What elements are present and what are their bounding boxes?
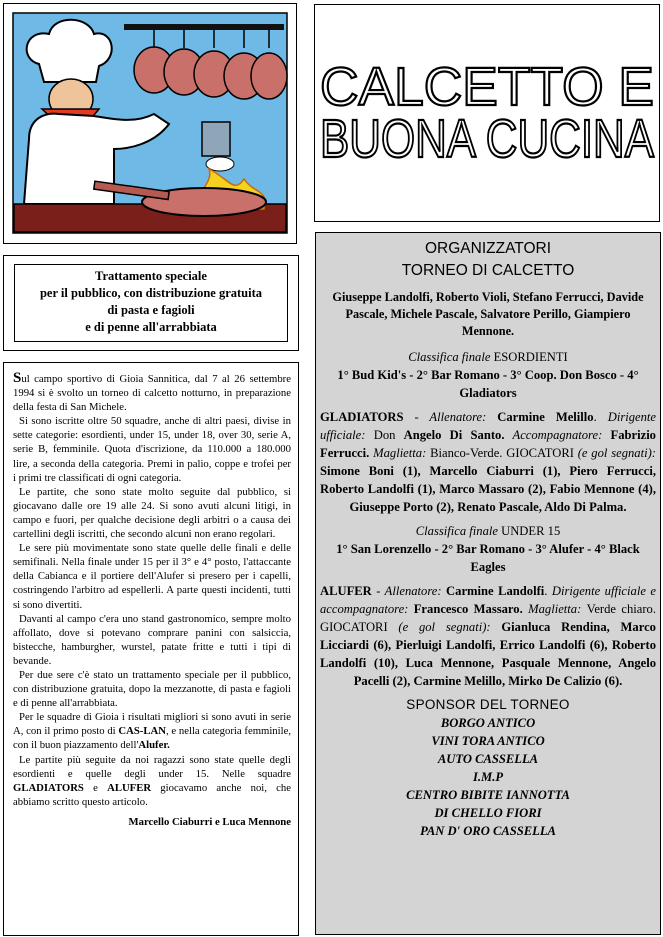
alufer-team: ALUFER - Allenatore: Carmine Landolfi. Dirigente ufficiale e accompagnatore: Francesco Massaro. Maglietta: Verde chiaro. GIOCATORI (e gol segnati): Gianluca Rendina, Marco Licciardi (6), Pierluigi Landolfi, Errico Landolfi (6), Roberto Landolfi (10), Luca Mennone, Pasquale Mennone, Angelo Pacelli (2), Carmine Melillo, Mirko De Calizio (6). [320, 584, 656, 688]
headline-line1: CALCETTO E [320, 57, 654, 117]
organizers-heading: ORGANIZZATORI [424, 240, 551, 257]
dropcap: S [13, 370, 22, 386]
special-line: per il pubblico, con distribuzione gratuita [39, 286, 262, 300]
article-paragraph: Le sere più movimentate sono state quelle delle finali e delle semifinali. Nella finale under 15 per il 3° e 4° posto, l'attaccante della Cabianca e il portiere dell'Alufer si presero per i capelli, costringendo l'arbitro ad espellerli. A parte questi incidenti, tutti si sono divertiti. [13, 542, 291, 611]
sponsor-item: CENTRO BIBITE IANNOTTA [406, 788, 570, 802]
article-paragraph: Sul campo sportivo di Gioia Sannitica, dal 7 al 26 settembre 1994 si è svolto un torneo di calcetto notturno, in preparazione della festa di San Michele. [13, 370, 291, 414]
tournament-panel [315, 232, 661, 935]
article [3, 362, 299, 936]
special-line: Trattamento speciale [95, 269, 207, 283]
article-paragraph: Le partite, che sono state molto seguite dal pubblico, si giocavano dalle ore 19 alle 24. Si sono avuti alcuni litigi, in campo e fuori, per qualche decisione degli arbitri o a causa dei cartellini degli iscritti, che secondo alcuni non erano regolari. [13, 485, 291, 541]
gladiators-team: GLADIATORS - Allenatore: Carmine Melillo. Dirigente ufficiale: Don Angelo Di Santo. Accompagnatore: Fabrizio Ferrucci. Maglietta: Bianco-Verde. GIOCATORI (e gol segnati): Simone Boni (1), Marcello Ciaburri (1), Piero Ferrucci, Roberto Landolfi (1), Marco Massaro (2), Fabio Mennone (4), Giuseppe Porto (2), Renato Pascale, Aldo Di Palma. [320, 410, 656, 514]
tournament-heading: TORNEO DI CALCETTO [401, 262, 575, 279]
headline-line2: BUONA CUCINA [320, 109, 654, 169]
sponsor-item: BORGO ANTICO [440, 716, 536, 730]
chef-cooking-image [4, 4, 296, 243]
sponsor-item: AUTO CASSELLA [437, 752, 539, 766]
organizers-names: Giuseppe Landolfi, Roberto Violi, Stefano Ferrucci, Davide Pascale, Michele Pascale, Salvatore Perillo, Giampiero Mennone. [332, 290, 644, 338]
headline-box [314, 4, 660, 222]
special-line: e di penne all'arrabbiata [85, 320, 217, 334]
esordienti-ranking: Classifica finale ESORDIENTI 1° Bud Kid's - 2° Bar Romano - 3° Coop. Don Bosco - 4° Gladiators [337, 350, 639, 400]
article-paragraph: Davanti al campo c'era uno stand gastronomico, sempre molto affollato, dove si potevano comprare panini con salsiccia, bistecche, hamburgher, wurstel, patate fritte e tutti i tipi di bevande. [13, 612, 291, 667]
chef-illustration [3, 3, 297, 244]
sponsor-item: I.M.P [472, 770, 504, 784]
article-paragraph: Si sono iscritte oltre 50 squadre, anche di altri paesi, divise in sette categorie: esordienti, under 15, under 18, over 30, serie A, serie B, femminile. Quota d'iscrizione, da 110.000 a 180.000 lire, a seconda della categoria. Premi in palio, coppe e trofei per i primi tre classificati di ogni categoria. [13, 415, 291, 484]
article-paragraph: Per due sere c'è stato un trattamento speciale per il pubblico, con distribuzione gratuita, dopo la mezzanotte, di pasta e fagioli e di penne all'arrabbiata. [13, 668, 291, 710]
special-treatment-box [3, 255, 299, 351]
sponsor-item: VINI TORA ANTICO [431, 734, 545, 748]
article-paragraph: Per le squadre di Gioia i risultati migliori si sono avuti in serie A, con il primo posto di CAS-LAN, e nella categoria femminile, con il buon piazzamento dell'Alufer. [13, 711, 291, 752]
under15-ranking: Classifica finale UNDER 15 1° San Lorenzello - 2° Bar Romano - 3° Alufer - 4° Black Eagles [336, 524, 640, 574]
sponsor-item: DI CHELLO FIORI [434, 806, 542, 820]
sponsor-heading: SPONSOR DEL TORNEO [406, 697, 570, 712]
special-treatment-text [14, 264, 288, 342]
headline-art [315, 5, 659, 221]
article-paragraph: Le partite più seguite da noi ragazzi sono state quelle degli esordienti e quelle degli under 15. Nelle squadre GLADIATORS e ALUFER giocavamo anche noi, che abbiamo scritto questo articolo. [13, 753, 291, 808]
sponsor-item: PAN D' ORO CASSELLA [420, 824, 556, 838]
special-line: di pasta e fagioli [107, 303, 195, 317]
article-signature: Marcello Ciaburri e Luca Mennone [128, 815, 291, 828]
